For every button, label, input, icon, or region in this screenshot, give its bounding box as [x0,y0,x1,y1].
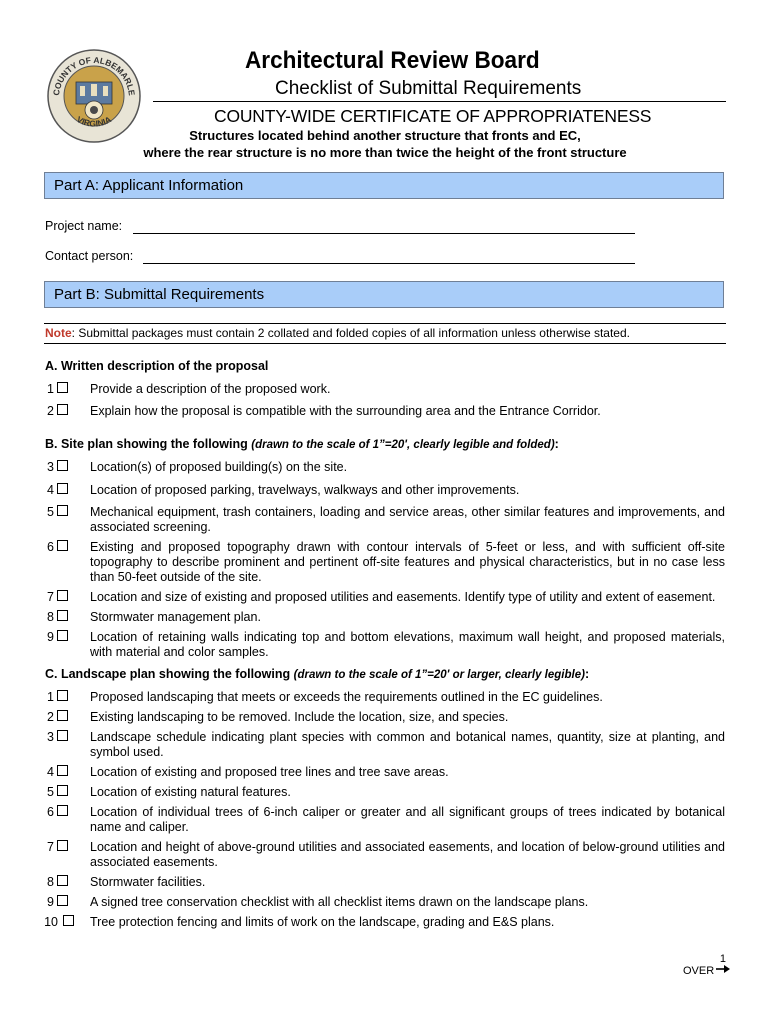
structure-subhead-line2: where the rear structure is no more than twice the height of the front structure [143,145,627,160]
checkbox[interactable] [57,840,68,851]
section-c-title: C. Landscape plan showing the following [45,667,294,681]
checkbox[interactable] [57,590,68,601]
checkbox[interactable] [57,610,68,621]
checklist-item-text: Location of individual trees of 6-inch caliper or greater and all significant groups of trees indicated by botanical name and caliper. [90,805,725,834]
item-number: 9 [47,630,54,644]
checkbox[interactable] [57,505,68,516]
item-number: 10 [44,915,58,929]
checklist-item-text: Existing and proposed topography drawn with contour intervals of 5-feet or less, and with sufficient off-site topography to describe prominent and pertinent off-site features and physical characteristics, but in no case less than 50-feet outside of the site. [90,540,725,584]
checklist-item-text: Mechanical equipment, trash containers, loading and service areas, other similar features and improvements, and associated screening. [90,505,725,534]
checkbox[interactable] [57,765,68,776]
checklist-item-text: Explain how the proposal is compatible with the surrounding area and the Entrance Corridor. [90,404,601,418]
section-c-colon: : [584,667,590,681]
item-number: 1 [47,690,54,704]
checkbox[interactable] [57,690,68,701]
section-a-heading: A. Written description of the proposal [45,359,269,373]
part-b-heading: Part B: Submittal Requirements [44,281,724,308]
checklist-item-text: Location of retaining walls indicating top and bottom elevations, maximum wall height, and proposed materials, with material and color samples. [90,630,725,659]
section-c-scale-note: (drawn to the scale of 1”=20' or larger, clearly legible) [293,669,585,681]
checklist-item-text: Proposed landscaping that meets or exceeds the requirements outlined in the EC guidelines. [90,690,603,704]
contact-person-field[interactable] [143,263,635,264]
structure-subhead-line1: Structures located behind another structure that fronts and EC, [189,128,581,143]
item-number: 2 [47,710,54,724]
checkbox[interactable] [57,895,68,906]
item-number: 1 [47,382,54,396]
item-number: 6 [47,805,54,819]
note-top-rule [44,323,726,324]
note-label: Note [45,326,72,340]
page-number: 1 [719,953,726,965]
checklist-item-text: Location of existing natural features. [90,785,291,799]
item-number: 4 [47,765,54,779]
contact-person-label: Contact person: [45,249,134,263]
item-number: 5 [47,505,54,519]
checkbox[interactable] [57,875,68,886]
checkbox[interactable] [57,730,68,741]
certificate-heading: COUNTY-WIDE CERTIFICATE OF APPROPRIATENESS [214,106,652,126]
section-b-scale-note: (drawn to the scale of 1”=20', clearly legible and folded) [251,439,555,451]
part-a-heading: Part A: Applicant Information [44,172,724,199]
seal-bottom-text: VIRGINIA [75,114,113,129]
checklist-item-text: Location and height of above-ground utilities and associated easements, and location of below-ground utilities and associated easements. [90,840,725,869]
checklist-item-text: Provide a description of the proposed work. [90,382,331,396]
item-number: 5 [47,785,54,799]
checkbox[interactable] [57,483,68,494]
item-number: 7 [47,590,54,604]
checkbox[interactable] [57,785,68,796]
checklist-item-text: Location and size of existing and proposed utilities and easements. Identify type of utility and extent of easement. [90,590,716,604]
project-name-field[interactable] [133,233,635,234]
checklist-item-text: Landscape schedule indicating plant species with common and botanical names, quantity, size at planting, and symbol used. [90,730,725,759]
checkbox[interactable] [57,710,68,721]
checkbox[interactable] [57,630,68,641]
checkbox[interactable] [63,915,74,926]
section-c-heading [45,667,589,681]
document-title: Architectural Review Board [245,47,540,74]
checkbox[interactable] [57,382,68,393]
header-divider [153,101,726,102]
item-number: 6 [47,540,54,554]
checklist-item-text: Stormwater facilities. [90,875,206,889]
item-number: 8 [47,610,54,624]
checkbox[interactable] [57,540,68,551]
over-label: OVER [683,965,715,977]
checkbox[interactable] [57,404,68,415]
item-number: 3 [47,730,54,744]
seal-top-text: COUNTY OF ALBEMARLE [51,54,137,97]
section-b-colon: : [554,437,559,451]
item-number: 8 [47,875,54,889]
section-b-title: B. Site plan showing the following [45,437,252,451]
item-number: 3 [47,460,54,474]
submittal-note [45,326,630,340]
item-number: 2 [47,404,54,418]
checklist-item-text: Stormwater management plan. [90,610,261,624]
checklist-item-text: Location of existing and proposed tree lines and tree save areas. [90,765,449,779]
document-subtitle: Checklist of Submittal Requirements [275,78,582,99]
note-bottom-rule [44,343,726,344]
item-number: 4 [47,483,54,497]
checkbox[interactable] [57,805,68,816]
project-name-label: Project name: [45,219,123,233]
section-b-heading [45,437,559,451]
checklist-item-text: Existing landscaping to be removed. Include the location, size, and species. [90,710,509,724]
checklist-item-text: Tree protection fencing and limits of work on the landscape, grading and E&S plans. [90,915,555,929]
item-number: 7 [47,840,54,854]
checklist-item-text: A signed tree conservation checklist with all checklist items drawn on the landscape plans. [90,895,589,909]
checkbox[interactable] [57,460,68,471]
item-number: 9 [47,895,54,909]
right-arrow-icon [716,964,730,974]
checklist-item-text: Location of proposed parking, travelways, walkways and other improvements. [90,483,520,497]
checklist-item-text: Location(s) of proposed building(s) on the site. [90,460,348,474]
note-text: : Submittal packages must contain 2 collated and folded copies of all information unless otherwise stated. [71,326,630,340]
